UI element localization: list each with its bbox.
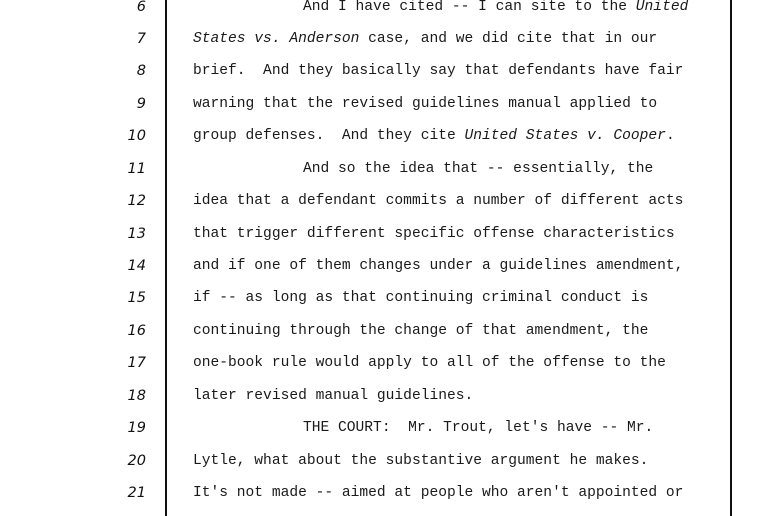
transcript-line xyxy=(0,321,780,353)
line-number: 17 xyxy=(127,355,146,371)
line-text: warning that the revised guidelines manual applied to xyxy=(193,96,658,112)
transcript-line xyxy=(0,353,780,385)
line-text: And I have cited -- I can site to the United xyxy=(303,0,689,15)
transcript-line xyxy=(0,256,780,288)
line-text: States vs. Anderson case, and we did cite that in our xyxy=(193,31,658,47)
transcript-line xyxy=(0,451,780,483)
transcript-line xyxy=(0,94,780,126)
line-number: 9 xyxy=(136,96,146,112)
transcript-line xyxy=(0,224,780,256)
line-text: group defenses. And they cite United States v. Cooper. xyxy=(193,128,675,144)
transcript-line xyxy=(0,288,780,320)
line-text: continuing through the change of that amendment, the xyxy=(193,323,649,339)
line-text: and if one of them changes under a guidelines amendment, xyxy=(193,258,684,274)
line-text: one-book rule would apply to all of the offense to the xyxy=(193,355,666,371)
transcript-line xyxy=(0,29,780,61)
line-text: brief. And they basically say that defendants have fair xyxy=(193,63,684,79)
line-number: 8 xyxy=(136,63,146,79)
line-number: 7 xyxy=(136,31,146,47)
line-number: 21 xyxy=(127,485,146,501)
transcript-line xyxy=(0,61,780,93)
line-number: 20 xyxy=(127,453,146,469)
line-text: later revised manual guidelines. xyxy=(193,388,474,404)
transcript-line xyxy=(0,159,780,191)
line-number: 12 xyxy=(127,193,146,209)
transcript-line xyxy=(0,386,780,418)
line-number: 18 xyxy=(127,388,146,404)
transcript-line xyxy=(0,191,780,223)
line-text: that trigger different specific offense characteristics xyxy=(193,226,675,242)
line-text: idea that a defendant commits a number of different acts xyxy=(193,193,684,209)
transcript-line xyxy=(0,483,780,515)
transcript-line xyxy=(0,126,780,158)
line-text: if -- as long as that continuing criminal conduct is xyxy=(193,290,649,306)
line-number: 19 xyxy=(127,420,146,436)
line-number: 14 xyxy=(127,258,146,274)
line-number: 10 xyxy=(127,128,146,144)
line-number: 11 xyxy=(127,161,146,177)
line-number: 15 xyxy=(127,290,146,306)
line-text: Lytle, what about the substantive argument he makes. xyxy=(193,453,649,469)
line-text: And so the idea that -- essentially, the xyxy=(303,161,654,177)
transcript-line xyxy=(0,418,780,450)
line-text: THE COURT: Mr. Trout, let's have -- Mr. xyxy=(303,420,654,436)
transcript-line xyxy=(0,0,780,29)
line-number: 6 xyxy=(136,0,146,15)
line-number: 13 xyxy=(127,226,146,242)
line-text: It's not made -- aimed at people who aren't appointed or xyxy=(193,485,684,501)
line-number: 16 xyxy=(127,323,146,339)
